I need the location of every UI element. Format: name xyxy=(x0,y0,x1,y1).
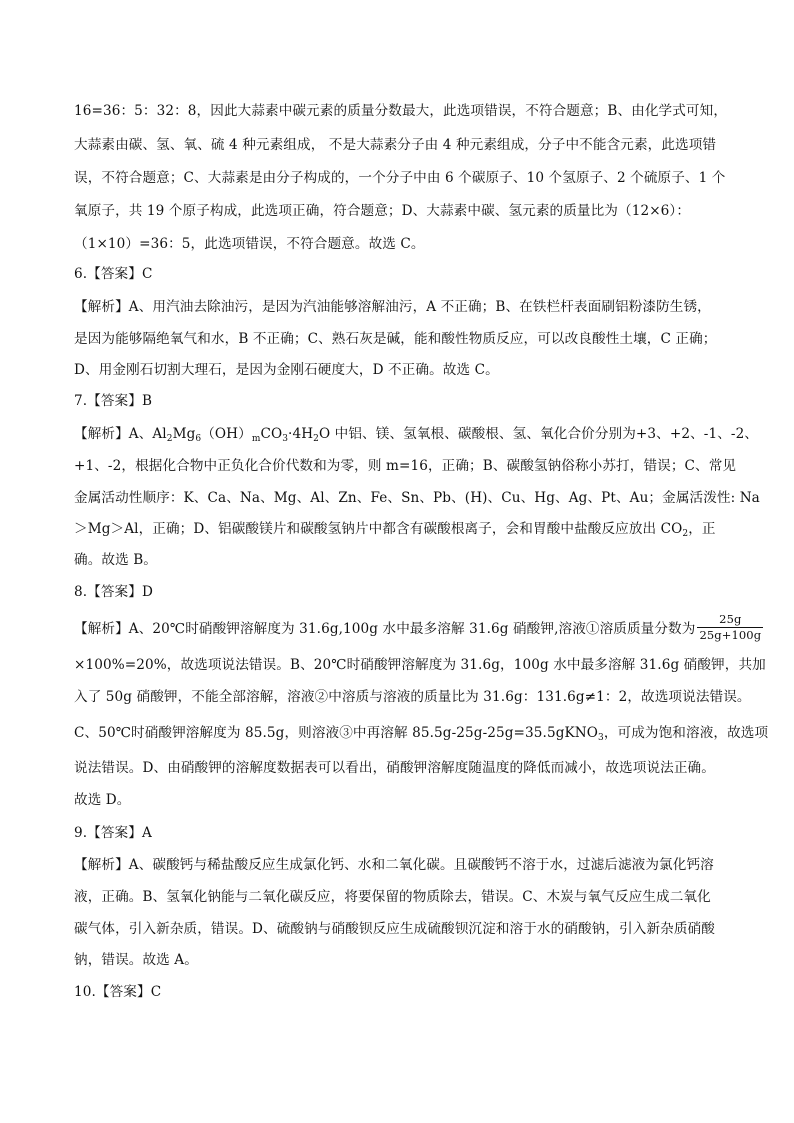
text-line: ＞Mg＞Al，正确；D、铝碳酸镁片和碳酸氢钠片中都含有碳酸根离子，会和胃酸中盐酸反应放出 $CO_2$，正 xyxy=(74,521,716,539)
text-line: D、用金刚石切割大理石，是因为金刚石硬度大，D 不正确。故选 C。 xyxy=(74,362,499,378)
text-line: 【解析】A、$Al_2Mg_6(OH)_mCO_3\cdot 4H_2O$ 中铝、镁、氢氧根、碳酸根、氢、氧化合价分别为+3、+2、-1、-2、 xyxy=(74,426,759,444)
answer-heading-6: 6.【答案】C xyxy=(74,266,153,282)
fraction: $\frac{25g}{25g+100g}$ xyxy=(699,612,762,642)
text-line: 误，不符合题意；C、大蒜素是由分子构成的，一个分子中由 6 个碳原子、10 个氢原子、2 个硫原子、1 个 xyxy=(74,170,726,186)
answer-heading-10: 10.【答案】C xyxy=(74,984,162,1000)
text-line: 确。故选 B。 xyxy=(74,552,157,568)
text-line: 入了 50g 硝酸钾，不能全部溶解，溶液②中溶质与溶液的质量比为 31.6g：131.6g≠1：2，故选项说法错误。 xyxy=(74,689,751,705)
text-line: 故选 D。 xyxy=(74,792,131,808)
text-line: 氧原子，共 19 个原子构成，此选项正确，符合题意；D、大蒜素中碳、氢元素的质量比为（12×6）： xyxy=(74,203,691,219)
text-line: 【解析】A、碳酸钙与稀盐酸反应生成氯化钙、水和二氧化碳。且碳酸钙不溶于水，过滤后滤液为氯化钙溶 xyxy=(74,857,714,873)
text-line: 【解析】A、用汽油去除油污，是因为汽油能够溶解油污，A 不正确；B、在铁栏杆表面刷铝粉漆防生锈， xyxy=(74,299,711,315)
text-line: 钠，错误。故选 A。 xyxy=(74,952,198,968)
answer-heading-8: 8.【答案】D xyxy=(74,584,153,600)
text-line: ×100%=20%，故选项说法错误。B、20℃时硝酸钾溶解度为 31.6g，100g 水中最多溶解 31.6g 硝酸钾，共加 xyxy=(74,657,766,673)
answer-heading-9: 9.【答案】A xyxy=(74,825,152,841)
text-line: 【解析】A、20℃时硝酸钾溶解度为 31.6g,100g 水中最多溶解 31.6g 硝酸钾,溶液①溶质质量分数为 $\frac{25g}{25g+100g}$ xyxy=(74,612,762,642)
text-line: 金属活动性顺序：K、Ca、Na、Mg、Al、Zn、Fe、Sn、Pb、(H)、Cu、Hg、Ag、Pt、Au；金属活泼性: Na xyxy=(74,490,760,506)
text-line: C、50℃时硝酸钾溶解度为 85.5g，则溶液③中再溶解 85.5g-25g-25g=35.5gKNO$_3$，可成为饱和溶液，故选项 xyxy=(74,725,769,743)
text-line: 说法错误。D、由硝酸钾的溶解度数据表可以看出，硝酸钾溶解度随温度的降低而减小，故选项说法正确。 xyxy=(74,760,715,776)
text-line: +1、-2，根据化合物中正负化合价代数和为零，则 m=16，正确；B、碳酸氢钠俗称小苏打，错误；C、常见 xyxy=(74,458,737,474)
text-line: 16=36：5：32：8，因此大蒜素中碳元素的质量分数最大，此选项错误，不符合题意；B、由化学式可知， xyxy=(74,103,728,119)
text-line: 大蒜素由碳、氢、氧、硫 4 种元素组成， 不是大蒜素分子由 4 种元素组成，分子中不能含元素，此选项错 xyxy=(74,137,717,153)
text-line: 液，正确。B、氢氧化钠能与二氧化碳反应，将要保留的物质除去，错误。C、木炭与氧气反应生成二氧化 xyxy=(74,889,711,905)
text-line: （1×10）=36：5，此选项错误，不符合题意。故选 C。 xyxy=(74,236,425,252)
text-line: 碳气体，引入新杂质，错误。D、硫酸钠与硝酸钡反应生成硫酸钡沉淀和溶于水的硝酸钠，引入新杂质硝酸 xyxy=(74,921,715,937)
text-line: 是因为能够隔绝氧气和水，B 不正确；C、熟石灰是碱，能和酸性物质反应，可以改良酸性土壤，C 正确； xyxy=(74,331,717,347)
answer-heading-7: 7.【答案】B xyxy=(74,393,153,409)
